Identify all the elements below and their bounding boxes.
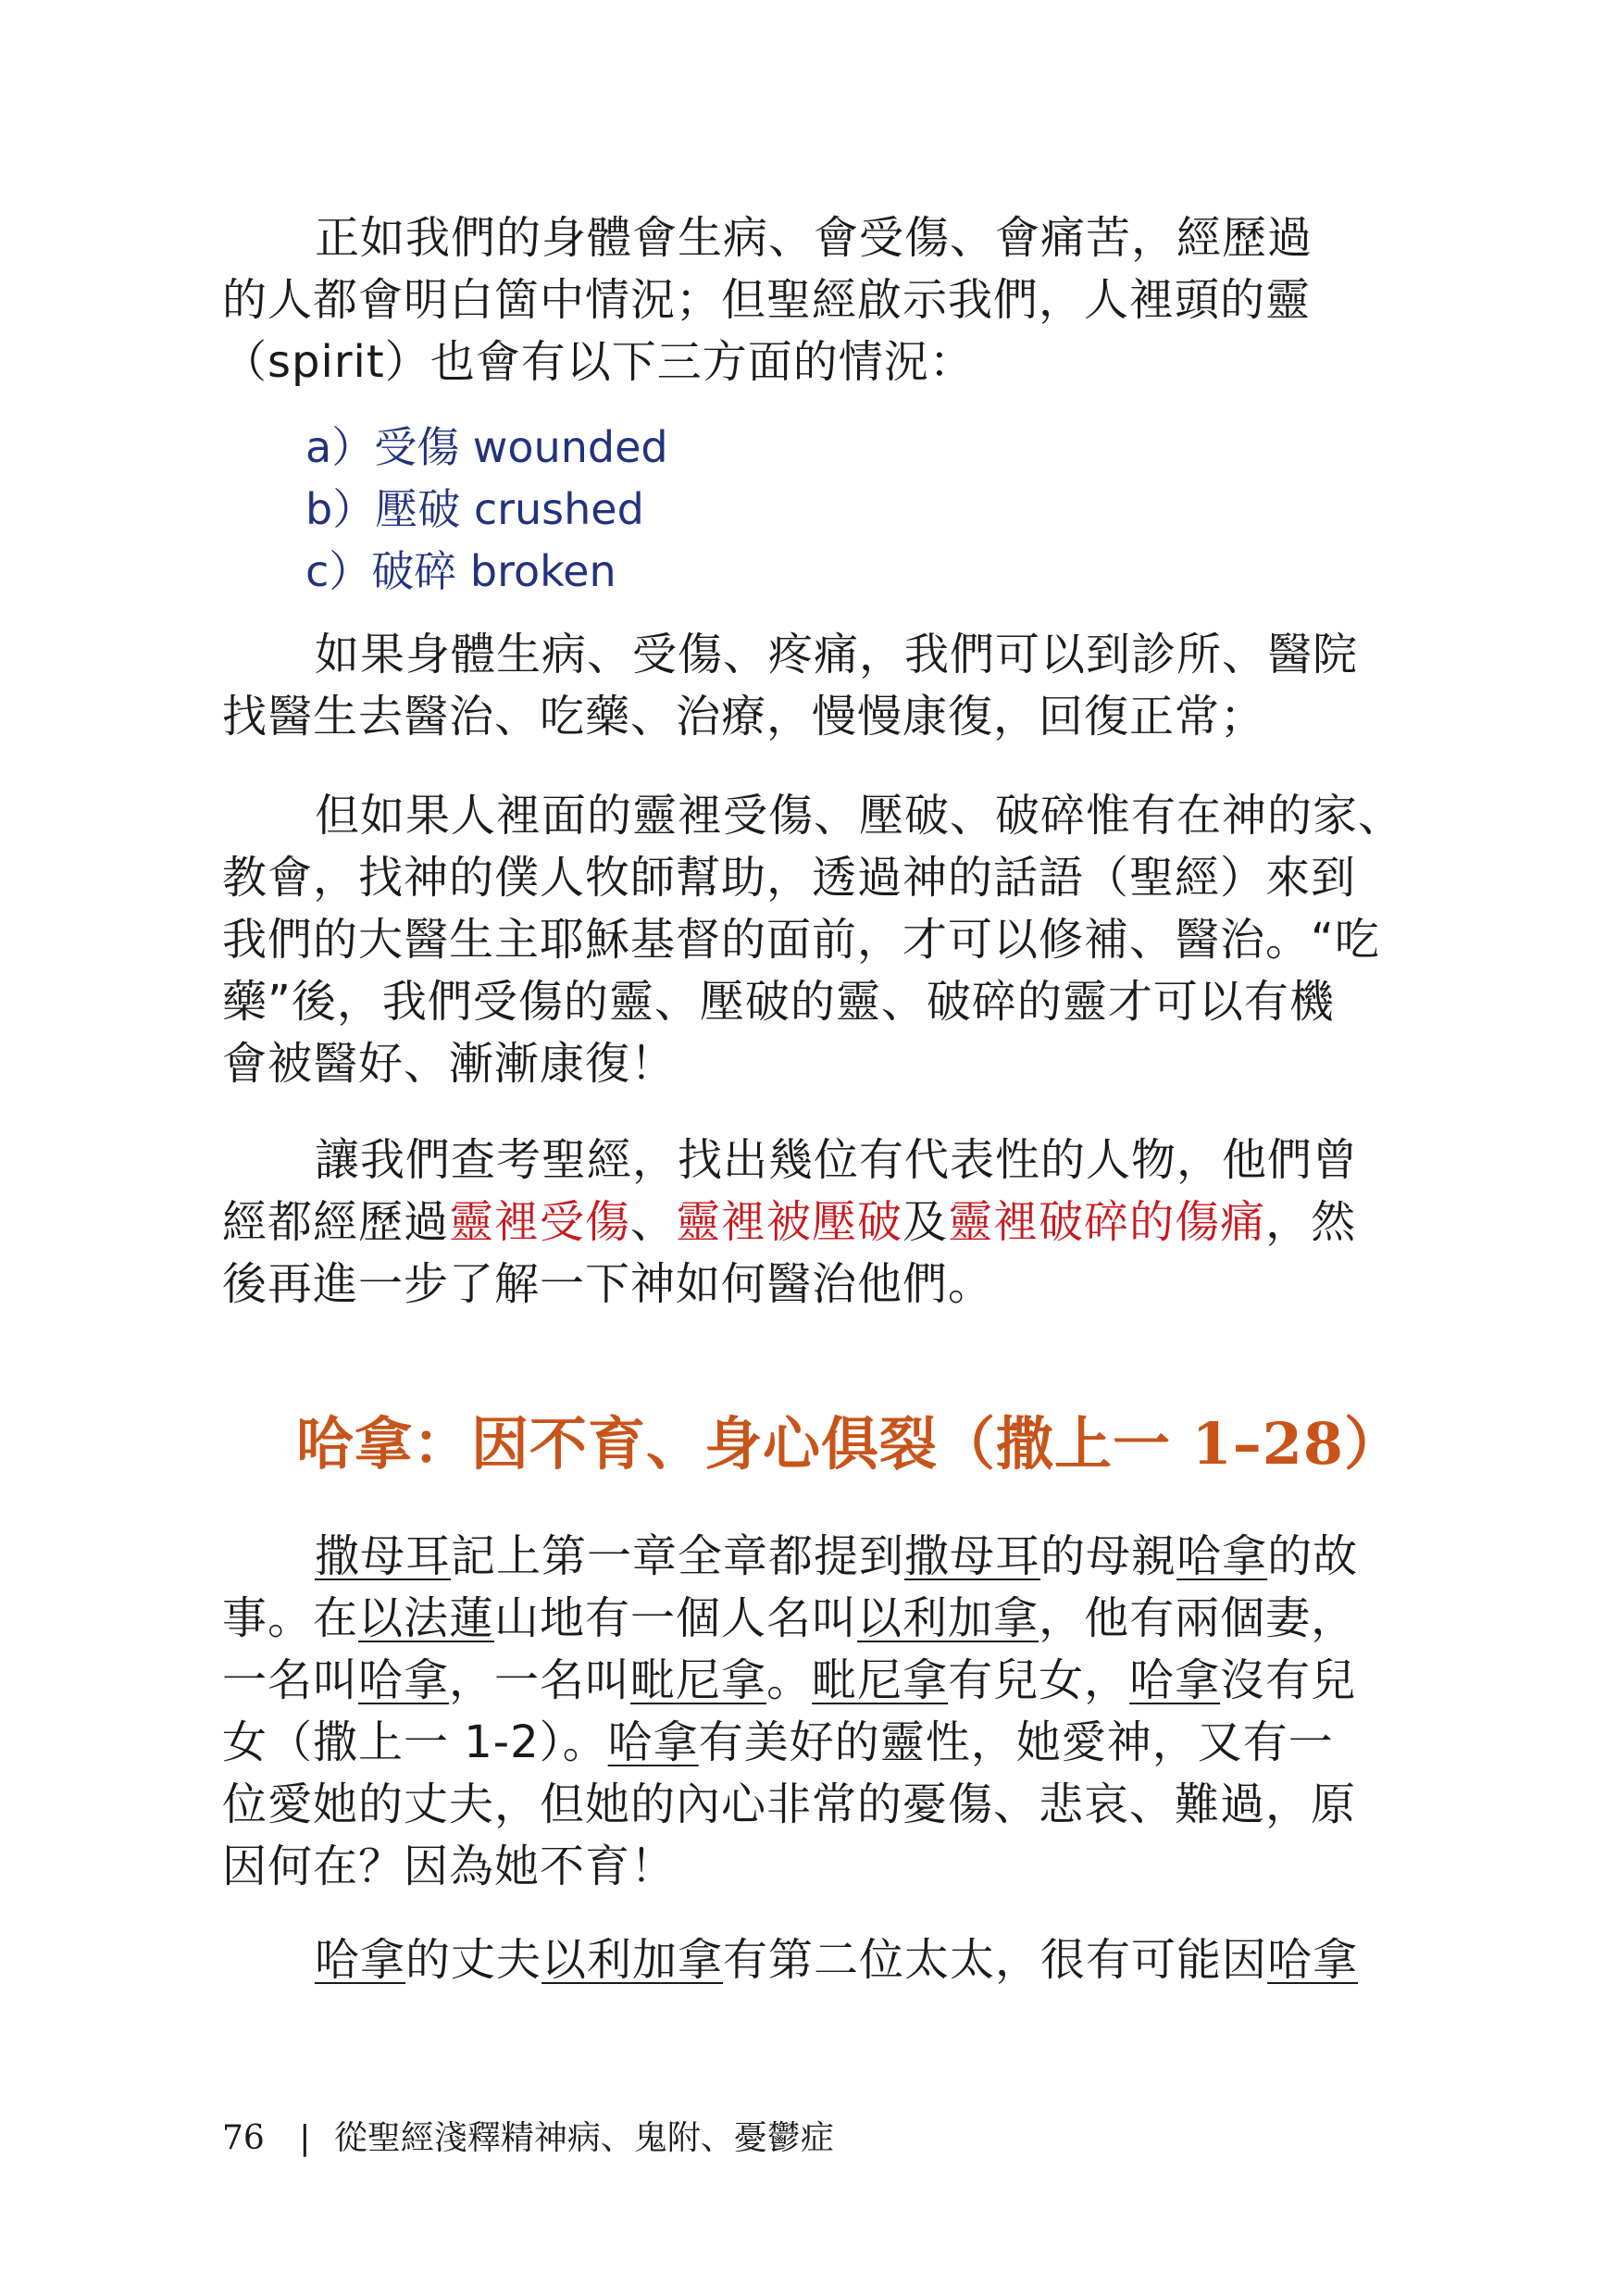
text-line: 找醫生去醫治、吃藥、治療，慢慢康復，回復正常； [222,691,1266,742]
page-footer [222,2116,834,2161]
name-underlined: 哈拿 [1267,1934,1359,1986]
text-line [222,1526,1416,1588]
paragraph-spiritual-healing [222,785,1416,1095]
paragraph-bible-study [222,1129,1416,1316]
text-fragment: 的故 [1267,1530,1359,1582]
text-line [222,1192,1416,1254]
text-fragment: 沒有兒 [1220,1654,1357,1706]
text-fragment: ，他有兩個妻， [1039,1592,1357,1644]
name-underlined: 哈拿 [315,1934,406,1986]
emphasis-text: 靈裡受傷 [449,1196,631,1248]
text-line: 教會，找神的僕人牧師幫助，透過神的話語（聖經）來到 [222,852,1357,904]
text-line: 藥”後，我們受傷的靈、壓破的靈、破碎的靈才可以有機 [222,976,1335,1028]
text-fragment: ，然 [1265,1196,1357,1248]
name-underlined: 以法蓮 [358,1592,495,1644]
text-line: 如果身體生病、受傷、疼痛，我們可以到診所、醫院 [315,629,1359,680]
emphasis-text: 靈裡破碎的傷痛 [948,1196,1266,1248]
name-underlined: 哈拿 [607,1716,699,1768]
text-fragment: 及 [902,1196,949,1248]
emphasis-text: 靈裡被壓破 [676,1196,903,1248]
name-underlined: 哈拿 [1129,1654,1221,1706]
text-line: 但如果人裡面的靈裡受傷、壓破、破碎惟有在神的家、 [315,790,1404,842]
text-fragment: ，一名叫 [449,1654,631,1706]
name-underlined: 毗尼拿 [812,1654,949,1706]
text-fragment: 山地有一個人名叫 [494,1592,858,1644]
paragraph-elkanah [222,1929,1416,1991]
list-item: c）破碎 broken [305,546,616,596]
text-fragment: 有兒女， [948,1654,1130,1706]
text-fragment: 事。在 [222,1592,359,1644]
text-line: 因何在？因為她不育！ [222,1841,677,1892]
text-line [222,1929,1416,1991]
text-fragment: 、 [630,1196,677,1248]
footer-separator: | [299,2119,311,2157]
text-fragment: 記上第一章全章都提到 [451,1530,905,1582]
text-line: （spirit）也會有以下三方面的情況： [222,336,975,388]
text-line: 的人都會明白箇中情況；但聖經啟示我們，人裡頭的靈 [222,274,1312,326]
text-line: 正如我們的身體會生病、會受傷、會痛苦，經歷過 [315,212,1313,264]
spirit-condition-list [305,417,668,603]
text-line: 我們的大醫生主耶穌基督的面前，才可以修補、醫治。“吃 [222,914,1380,966]
text-line [222,1650,1416,1712]
paragraph-hannah-story [222,1526,1416,1898]
text-line: 會被醫好、漸漸康復！ [222,1038,677,1090]
text-line: 後再進一步了解一下神如何醫治他們。 [222,1258,994,1310]
name-underlined: 撒母耳 [315,1530,452,1582]
text-fragment: 的丈夫 [405,1934,542,1986]
list-item: b）壓破 crushed [305,484,644,534]
text-fragment: 一名叫 [222,1654,359,1706]
book-title: 從聖經淺釋精神病、鬼附、憂鬱症 [333,2119,834,2157]
name-underlined: 以利加拿 [857,1592,1039,1644]
name-underlined: 毗尼拿 [630,1654,767,1706]
text-line [222,1712,1416,1774]
name-underlined: 哈拿 [358,1654,450,1706]
name-underlined: 以利加拿 [541,1934,724,1986]
text-line: 讓我們查考聖經，找出幾位有代表性的人物，他們曾 [315,1134,1359,1186]
text-fragment: 的母親 [1040,1530,1177,1582]
paragraph-physical-healing [222,624,1416,748]
section-heading: 哈拿：因不育、身心俱裂（撒上一 1–28） [296,1410,1403,1478]
text-line [222,1588,1416,1650]
name-underlined: 撒母耳 [904,1530,1041,1582]
page-number: 76 [222,2119,265,2157]
name-underlined: 哈拿 [1176,1530,1268,1582]
paragraph-intro [222,207,1416,393]
text-fragment: 有美好的靈性，她愛神，又有一 [698,1716,1334,1768]
list-item: a）受傷 wounded [305,422,668,472]
text-fragment: 經都經歷過 [222,1196,450,1248]
text-fragment: 有第二位太太，很有可能因 [723,1934,1268,1986]
text-fragment: 。 [766,1654,813,1706]
text-line: 位愛她的丈夫，但她的內心非常的憂傷、悲哀、難過，原 [222,1778,1357,1830]
text-fragment: 女（撒上一 1-2）。 [222,1716,608,1768]
